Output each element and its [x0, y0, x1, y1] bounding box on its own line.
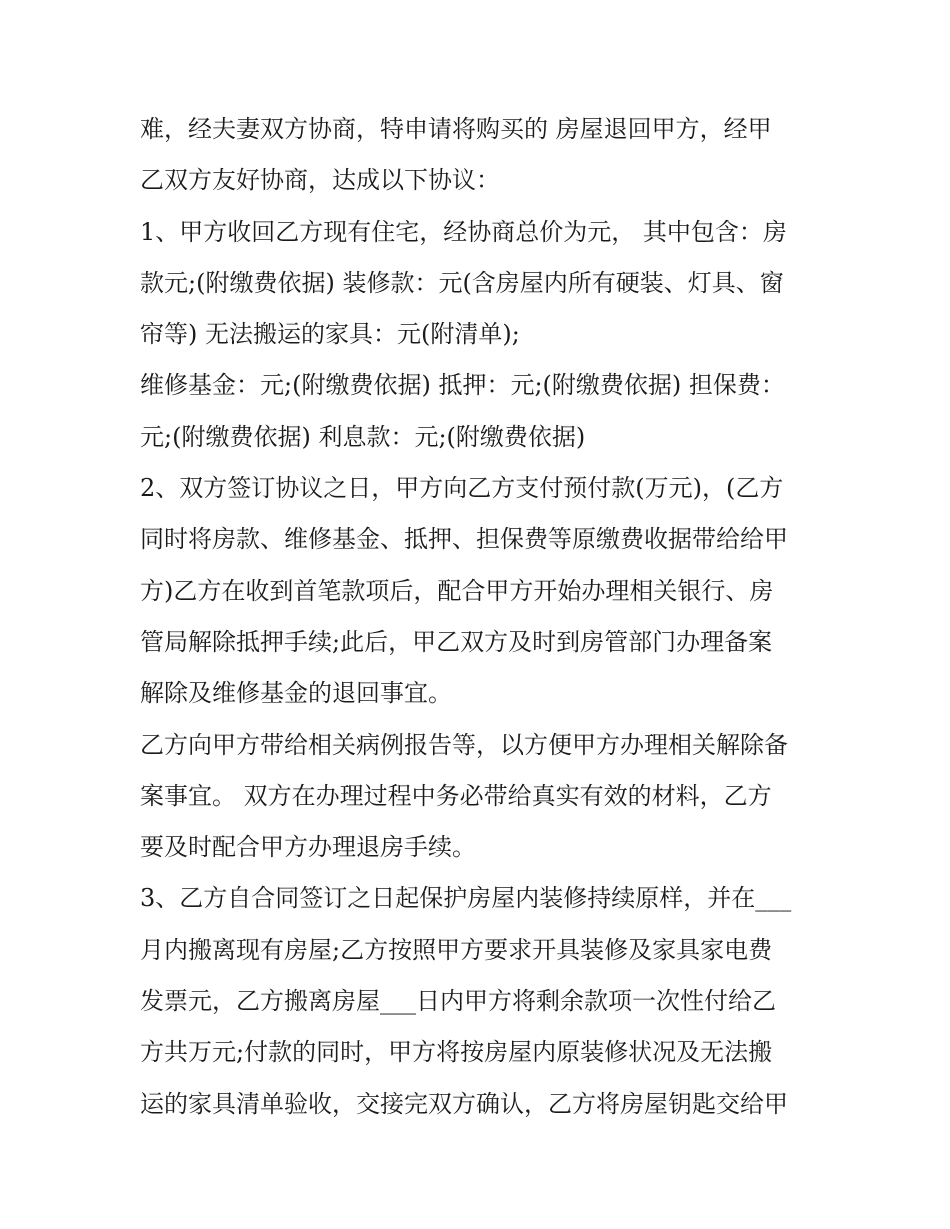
- text-line-18: 发票元，乙方搬离房屋___日内甲方将剩余款项一次性付给乙: [140, 987, 776, 1016]
- text-line-4: 款元;(附缴费依据) 装修款：元(含房屋内所有硬装、灯具、窗: [140, 268, 784, 297]
- text-line-2: 乙双方友好协商，达成以下协议：: [140, 166, 500, 195]
- text-line-3: 1、甲方收回乙方现有住宅，经协商总价为元， 其中包含：房: [140, 217, 787, 246]
- text-line-11: 管局解除抵押手续;此后，甲乙双方及时到房管部门办理备案: [140, 627, 773, 656]
- text-line-7: 元;(附缴费依据) 利息款：元;(附缴费依据): [140, 422, 586, 451]
- text-line-6: 维修基金：元;(附缴费依据) 抵押：元;(附缴费依据) 担保费：: [140, 371, 785, 400]
- text-line-19: 方共万元;付款的同时，甲方将按房屋内原装修状况及无法搬: [140, 1038, 773, 1067]
- text-line-13: 乙方向甲方带给相关病例报告等，以方便甲方办理相关解除备: [140, 730, 788, 759]
- text-line-16: 3、乙方自合同签订之日起保护房屋内装修持续原样，并在___: [140, 884, 792, 913]
- text-line-1: 难，经夫妻双方协商，特申请将购买的 房屋退回甲方，经甲: [140, 115, 772, 143]
- text-line-20: 运的家具清单验收，交接完双方确认，乙方将房屋钥匙交给甲: [140, 1089, 788, 1118]
- text-line-9: 同时将房款、维修基金、抵押、担保费等原缴费收据带给给甲: [140, 525, 788, 554]
- text-line-14: 案事宜。 双方在办理过程中务必带给真实有效的材料，乙方: [140, 781, 772, 810]
- text-line-15: 要及时配合甲方办理退房手续。: [140, 833, 476, 862]
- text-line-10: 方)乙方在收到首笔款项后，配合甲方开始办理相关银行、房: [140, 576, 774, 605]
- text-line-5: 帘等) 无法搬运的家具：元(附清单);: [140, 320, 520, 349]
- text-line-12: 解除及维修基金的退回事宜。: [140, 679, 452, 708]
- text-line-17: 月内搬离现有房屋;乙方按照甲方要求开具装修及家具家电费: [140, 935, 773, 964]
- text-line-8: 2、双方签订协议之日，甲方向乙方支付预付款(万元)，(乙方: [140, 474, 784, 503]
- document-body: [140, 104, 820, 1130]
